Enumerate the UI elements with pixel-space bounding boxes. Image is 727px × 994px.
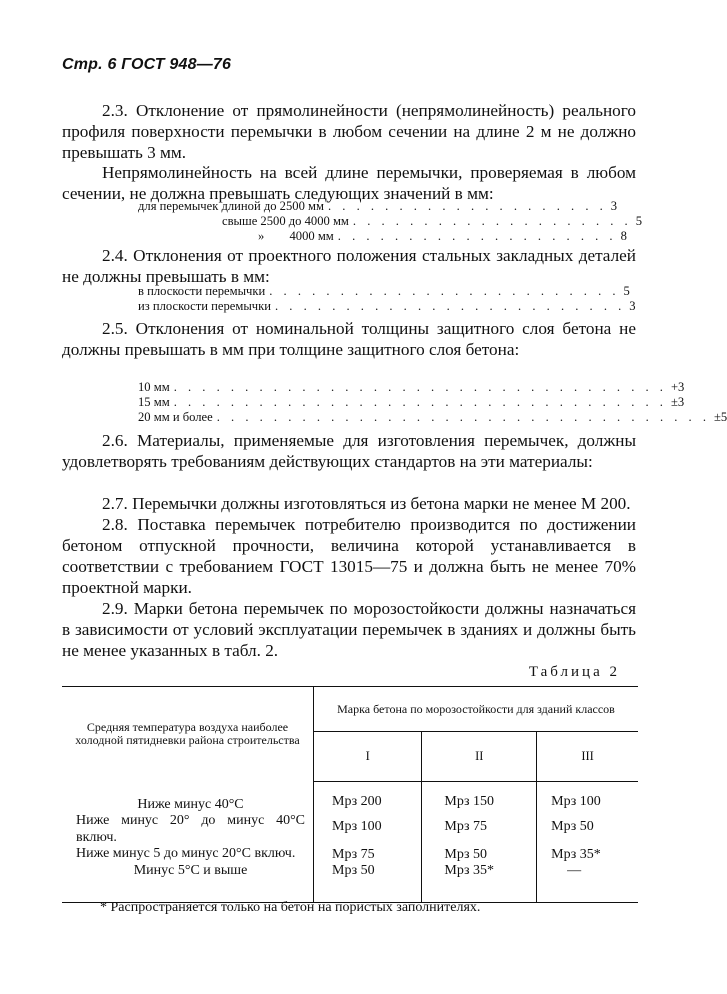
- table-header-class-1: I: [314, 732, 422, 782]
- paragraph-2-5: 2.5. Отклонения от номинальной толщины защитного слоя бетона не должны превышать в мм при толщине защитного слоя бетона:: [62, 319, 636, 359]
- paragraph-2-3: 2.3. Отклонение от прямолинейности (непрямолинейность) реального профиля поверхности перемычки в любом сечении на длине 2 м не должно превышать 3 мм.: [62, 101, 636, 162]
- list-item-label: 10 мм: [138, 380, 170, 394]
- table-cell: Мрз 50: [332, 863, 375, 878]
- table-row-labels: [62, 782, 314, 903]
- table-cell: Мрз 50: [551, 818, 594, 834]
- table-header-class-2: II: [422, 732, 537, 782]
- table-row-label: Минус 5°С и выше: [133, 862, 248, 878]
- page-header: Стр. 6 ГОСТ 948—76: [62, 56, 232, 73]
- table-column-class-1: [314, 782, 422, 903]
- list-item-label: 20 мм и более: [138, 410, 213, 424]
- table-cell: Мрз 100: [332, 818, 382, 834]
- table-cell: Мрз 75: [332, 847, 375, 862]
- list-item-value: 5: [635, 214, 642, 228]
- list-item-value: 5: [623, 284, 630, 298]
- table-cell: Мрз 35*: [444, 863, 495, 878]
- paragraph-2-3-b: Непрямолинейность на всей длине перемычки, проверяемая в любом сечении, не должна превышать следующих значений в мм:: [62, 163, 636, 203]
- list-item-label: для перемычек длиной до 2500 мм: [138, 199, 324, 213]
- table-cell: Мрз 200: [332, 794, 382, 809]
- table-header-concrete-grade: Марка бетона по морозостойкости для зданий классов: [314, 687, 639, 732]
- list-item: [138, 395, 685, 409]
- table-cell: —: [567, 863, 582, 878]
- list-item: [138, 299, 636, 313]
- paragraph-2-9: 2.9. Марки бетона перемычек по морозостойкости должны назначаться в зависимости от условий эксплуатации перемычек в зданиях и должны быть не менее указанных в табл. 2.: [62, 599, 636, 660]
- table-cell: Мрз 50: [444, 847, 488, 862]
- leader-dots: . . . . . . . . . . . . . . . . . . . . . . . . . . . . . . . . . . .: [173, 380, 667, 394]
- list-item: [222, 214, 642, 228]
- list-item: [138, 380, 685, 394]
- list-item-label: свыше 2500 до 4000 мм: [222, 214, 349, 228]
- leader-dots: . . . . . . . . . . . . . . . . . . . . . . . . . . . . . . . . . . .: [173, 395, 667, 409]
- table-cell: Мрз 75: [444, 818, 488, 834]
- paragraph-2-6: 2.6. Материалы, применяемые для изготовления перемычек, должны удовлетворять требованиям действующих стандартов на эти материалы:: [62, 431, 636, 471]
- list-item: [138, 410, 727, 424]
- leader-dots: . . . . . . . . . . . . . . . . . . . .: [327, 199, 607, 213]
- frost-resistance-table: [62, 686, 638, 903]
- table-header-class-3: III: [537, 732, 638, 782]
- table-row-label: Ниже минус 5 до минус 20°С включ.: [76, 846, 296, 861]
- table-header-temperature: Средняя температура воздуха наиболее холодной пятидневки района строительства: [62, 687, 314, 782]
- list-item-value: 8: [620, 229, 627, 243]
- table-column-class-2: [422, 782, 537, 903]
- list-item-value: ±5: [713, 410, 727, 424]
- list-item: [138, 199, 618, 213]
- list-item: [258, 229, 627, 243]
- table-row-label: Ниже минус 20° до минус 40°С включ.: [76, 813, 305, 845]
- list-item-value: +3: [670, 380, 685, 394]
- table-cell: Мрз 150: [444, 794, 495, 809]
- list-item-value: 3: [629, 299, 636, 313]
- list-item-label: » 4000 мм: [258, 229, 334, 243]
- table-caption: Таблица 2: [528, 664, 620, 680]
- list-item: [138, 284, 630, 298]
- table-cell: Мрз 100: [551, 794, 601, 809]
- list-item-label: из плоскости перемычки: [138, 299, 271, 313]
- leader-dots: . . . . . . . . . . . . . . . . . . . .: [337, 229, 617, 243]
- table-cell: Мрз 35*: [551, 847, 601, 862]
- list-item-label: 15 мм: [138, 395, 170, 409]
- paragraph-2-8: 2.8. Поставка перемычек потребителю производится по достижении бетоном отпускной прочности, величина которой устанавливается в соответствии с требованием ГОСТ 13015—75 и должна быть не менее 70% проектной марки.: [62, 515, 636, 597]
- list-item-value: 3: [610, 199, 618, 213]
- paragraph-2-4: 2.4. Отклонения от проектного положения стальных закладных деталей не должны превышать в мм:: [62, 246, 636, 286]
- table-column-class-3: [537, 782, 638, 903]
- list-item-value: ±3: [670, 395, 685, 409]
- leader-dots: . . . . . . . . . . . . . . . . . . . . . . . . .: [269, 284, 620, 298]
- paragraph-2-7: 2.7. Перемычки должны изготовляться из бетона марки не менее М 200.: [102, 494, 631, 513]
- leader-dots: . . . . . . . . . . . . . . . . . . . . . . . . .: [275, 299, 626, 313]
- list-item-label: в плоскости перемычки: [138, 284, 266, 298]
- table-row-label: Ниже минус 40°С: [137, 796, 244, 812]
- table-footnote: * Распространяется только на бетон на пористых заполнителях.: [100, 900, 481, 915]
- leader-dots: . . . . . . . . . . . . . . . . . . . . . . . . . . . . . . . . . . .: [216, 410, 710, 424]
- leader-dots: . . . . . . . . . . . . . . . . . . . .: [352, 214, 632, 228]
